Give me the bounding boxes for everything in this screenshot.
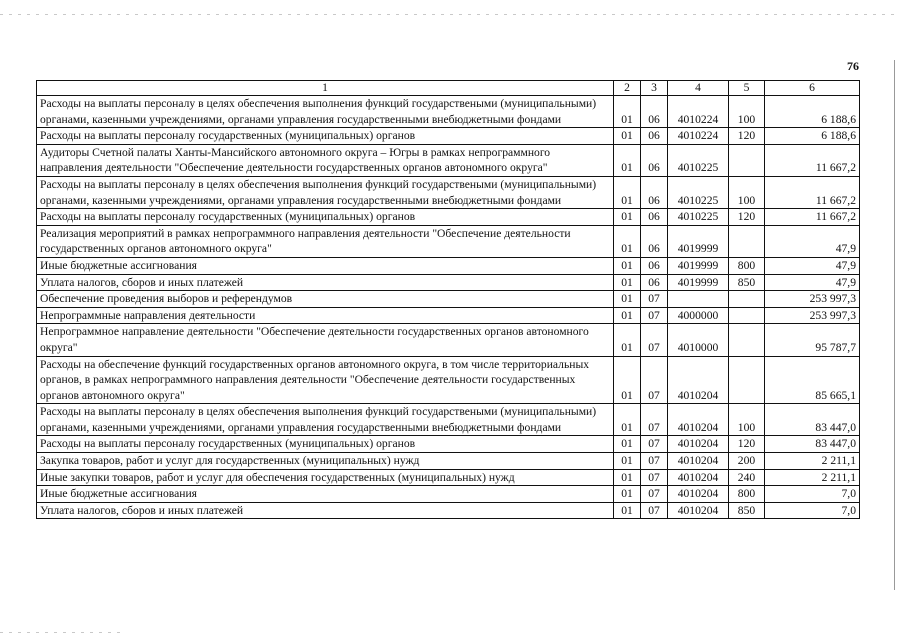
row-subsection-cell: 07 [641, 307, 668, 324]
table-row [37, 453, 860, 470]
column-header: 1 [37, 81, 614, 96]
row-subsection-cell: 07 [641, 324, 668, 356]
row-expense-type-cell: 100 [729, 96, 765, 128]
table-row [37, 291, 860, 308]
row-target-article-cell: 4010224 [668, 96, 729, 128]
row-expense-type-cell: 850 [729, 274, 765, 291]
table-row [37, 469, 860, 486]
row-section-cell: 01 [614, 274, 641, 291]
row-target-article-cell: 4010204 [668, 404, 729, 436]
row-amount-cell: 7,0 [765, 502, 860, 519]
page-number: 76 [847, 59, 859, 73]
row-target-article-cell: 4010204 [668, 502, 729, 519]
row-target-article-cell [668, 291, 729, 308]
table-row [37, 257, 860, 274]
row-target-article-cell: 4010224 [668, 128, 729, 145]
row-expense-type-cell: 120 [729, 436, 765, 453]
row-expense-type-cell: 240 [729, 469, 765, 486]
row-section-cell: 01 [614, 209, 641, 226]
table-row [37, 96, 860, 128]
row-subsection-cell: 07 [641, 469, 668, 486]
row-subsection-cell: 06 [641, 96, 668, 128]
row-subsection-cell: 07 [641, 356, 668, 404]
row-amount-cell: 6 188,6 [765, 128, 860, 145]
table-row [37, 144, 860, 176]
row-section-cell: 01 [614, 307, 641, 324]
row-subsection-cell: 06 [641, 274, 668, 291]
row-name-cell: Иные закупки товаров, работ и услуг для обеспечения государственных (муниципальных) нужд [37, 469, 614, 486]
row-amount-cell: 83 447,0 [765, 404, 860, 436]
table-row [37, 356, 860, 404]
row-section-cell: 01 [614, 469, 641, 486]
row-name-cell: Расходы на выплаты персоналу государственных (муниципальных) органов [37, 128, 614, 145]
row-target-article-cell: 4010204 [668, 436, 729, 453]
scan-artifact-bottom [0, 632, 125, 633]
row-amount-cell: 2 211,1 [765, 453, 860, 470]
table-row [37, 486, 860, 503]
row-name-cell: Аудиторы Счетной палаты Ханты-Мансийского автономного округа – Югры в рамках непрограммного направления деятельности "Обеспечение деятельности государственных органов автономного округа" [37, 144, 614, 176]
row-expense-type-cell [729, 291, 765, 308]
row-target-article-cell: 4010204 [668, 356, 729, 404]
row-expense-type-cell: 200 [729, 453, 765, 470]
row-name-cell: Иные бюджетные ассигнования [37, 257, 614, 274]
row-name-cell: Обеспечение проведения выборов и референдумов [37, 291, 614, 308]
row-target-article-cell: 4010225 [668, 176, 729, 208]
row-subsection-cell: 07 [641, 404, 668, 436]
row-amount-cell: 11 667,2 [765, 144, 860, 176]
row-amount-cell: 83 447,0 [765, 436, 860, 453]
row-name-cell: Реализация мероприятий в рамках непрограммного направления деятельности "Обеспечение деятельности государственных органов автономного округа" [37, 225, 614, 257]
row-amount-cell: 47,9 [765, 225, 860, 257]
row-amount-cell: 85 665,1 [765, 356, 860, 404]
row-subsection-cell: 06 [641, 209, 668, 226]
row-subsection-cell: 07 [641, 436, 668, 453]
row-subsection-cell: 06 [641, 257, 668, 274]
row-expense-type-cell: 120 [729, 128, 765, 145]
column-header: 2 [614, 81, 641, 96]
row-target-article-cell: 4019999 [668, 274, 729, 291]
row-section-cell: 01 [614, 291, 641, 308]
row-amount-cell: 11 667,2 [765, 209, 860, 226]
row-expense-type-cell: 100 [729, 176, 765, 208]
row-section-cell: 01 [614, 453, 641, 470]
row-section-cell: 01 [614, 404, 641, 436]
column-header: 3 [641, 81, 668, 96]
row-subsection-cell: 06 [641, 176, 668, 208]
row-section-cell: 01 [614, 436, 641, 453]
row-expense-type-cell: 800 [729, 486, 765, 503]
row-expense-type-cell [729, 307, 765, 324]
table-row [37, 176, 860, 208]
table-header-row [37, 81, 860, 96]
row-amount-cell: 253 997,3 [765, 291, 860, 308]
budget-table [36, 80, 860, 519]
row-subsection-cell: 07 [641, 486, 668, 503]
row-target-article-cell: 4010225 [668, 209, 729, 226]
scan-artifact-top [0, 14, 900, 15]
row-target-article-cell: 4000000 [668, 307, 729, 324]
row-section-cell: 01 [614, 356, 641, 404]
row-expense-type-cell [729, 324, 765, 356]
row-subsection-cell: 07 [641, 291, 668, 308]
row-subsection-cell: 06 [641, 225, 668, 257]
row-amount-cell: 47,9 [765, 274, 860, 291]
table-row [37, 404, 860, 436]
row-target-article-cell: 4010225 [668, 144, 729, 176]
row-section-cell: 01 [614, 324, 641, 356]
row-name-cell: Уплата налогов, сборов и иных платежей [37, 502, 614, 519]
table-row [37, 209, 860, 226]
row-target-article-cell: 4019999 [668, 225, 729, 257]
row-name-cell: Расходы на выплаты персоналу государственных (муниципальных) органов [37, 436, 614, 453]
row-expense-type-cell [729, 144, 765, 176]
row-amount-cell: 253 997,3 [765, 307, 860, 324]
scan-edge-line [894, 60, 895, 590]
row-name-cell: Расходы на выплаты персоналу в целях обеспечения выполнения функций государствеными (муниципальными) органами, казенными учреждениями, органами управления государственными внебюджетными фондами [37, 404, 614, 436]
row-name-cell: Непрограммные направления деятельности [37, 307, 614, 324]
row-expense-type-cell: 120 [729, 209, 765, 226]
row-expense-type-cell: 850 [729, 502, 765, 519]
row-name-cell: Расходы на выплаты персоналу в целях обеспечения выполнения функций государствеными (муниципальными) органами, казенными учреждениями, органами управления государственными внебюджетными фондами [37, 176, 614, 208]
table-row [37, 225, 860, 257]
row-expense-type-cell: 800 [729, 257, 765, 274]
row-section-cell: 01 [614, 225, 641, 257]
row-name-cell: Иные бюджетные ассигнования [37, 486, 614, 503]
row-name-cell: Расходы на выплаты персоналу государственных (муниципальных) органов [37, 209, 614, 226]
row-name-cell: Расходы на выплаты персоналу в целях обеспечения выполнения функций государствеными (муниципальными) органами, казенными учреждениями, органами управления государственными внебюджетными фондами [37, 96, 614, 128]
row-subsection-cell: 07 [641, 502, 668, 519]
table-body [37, 96, 860, 519]
row-section-cell: 01 [614, 176, 641, 208]
row-name-cell: Непрограммное направление деятельности "Обеспечение деятельности государственных органов автономного округа" [37, 324, 614, 356]
row-expense-type-cell [729, 356, 765, 404]
row-name-cell: Закупка товаров, работ и услуг для государственных (муниципальных) нужд [37, 453, 614, 470]
row-subsection-cell: 06 [641, 144, 668, 176]
row-subsection-cell: 06 [641, 128, 668, 145]
row-section-cell: 01 [614, 96, 641, 128]
row-expense-type-cell [729, 225, 765, 257]
row-section-cell: 01 [614, 257, 641, 274]
table-row [37, 436, 860, 453]
table-row [37, 274, 860, 291]
row-name-cell: Уплата налогов, сборов и иных платежей [37, 274, 614, 291]
row-target-article-cell: 4010204 [668, 453, 729, 470]
row-amount-cell: 2 211,1 [765, 469, 860, 486]
row-target-article-cell: 4010204 [668, 486, 729, 503]
row-section-cell: 01 [614, 144, 641, 176]
table-row [37, 307, 860, 324]
column-header: 5 [729, 81, 765, 96]
row-amount-cell: 95 787,7 [765, 324, 860, 356]
column-header: 4 [668, 81, 729, 96]
column-header: 6 [765, 81, 860, 96]
row-amount-cell: 11 667,2 [765, 176, 860, 208]
row-section-cell: 01 [614, 502, 641, 519]
row-amount-cell: 7,0 [765, 486, 860, 503]
row-target-article-cell: 4010000 [668, 324, 729, 356]
table-row [37, 324, 860, 356]
row-amount-cell: 47,9 [765, 257, 860, 274]
table-row [37, 502, 860, 519]
table-row [37, 128, 860, 145]
row-section-cell: 01 [614, 128, 641, 145]
row-section-cell: 01 [614, 486, 641, 503]
row-amount-cell: 6 188,6 [765, 96, 860, 128]
row-subsection-cell: 07 [641, 453, 668, 470]
row-target-article-cell: 4019999 [668, 257, 729, 274]
row-target-article-cell: 4010204 [668, 469, 729, 486]
row-expense-type-cell: 100 [729, 404, 765, 436]
row-name-cell: Расходы на обеспечение функций государственных органов автономного округа, в том числе территориальных органов, в рамках непрограммного направления деятельности "Обеспечение деятельности государственных органов автономного округа" [37, 356, 614, 404]
